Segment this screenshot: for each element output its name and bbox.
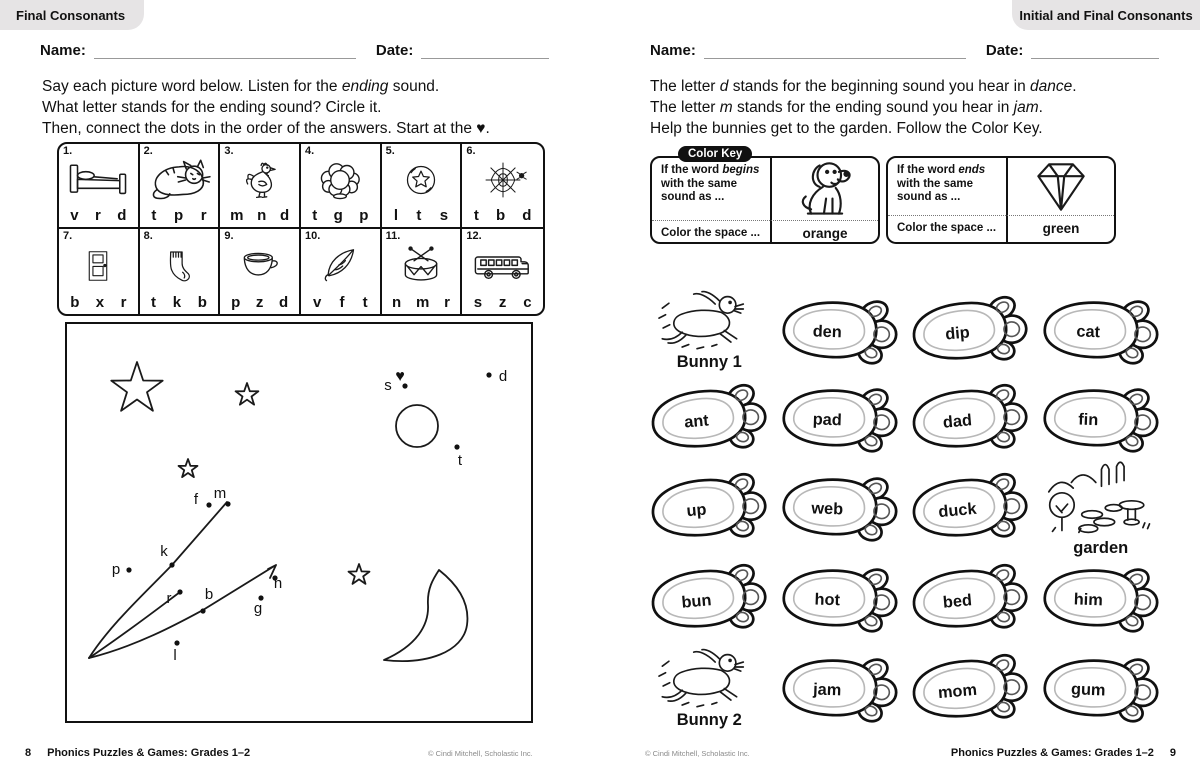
paw-print-icon — [1039, 648, 1162, 730]
instruction-line — [42, 118, 490, 139]
bunny-cell — [644, 643, 775, 735]
dot-label: b — [204, 586, 214, 603]
paw-print-fin — [1036, 376, 1167, 461]
image-label: Bunny 1 — [676, 353, 742, 371]
paw-print-hot — [775, 555, 906, 643]
answer-letter: n — [257, 207, 267, 224]
paw-print-icon — [646, 464, 772, 552]
answer-letters — [140, 207, 219, 227]
cell-number: 3. — [224, 145, 234, 157]
dot-label: r — [166, 590, 172, 607]
italic-word: m — [719, 99, 733, 116]
answer-letter: z — [255, 294, 264, 311]
answer-letter: b — [70, 294, 80, 311]
color-key-box-ends — [886, 156, 1116, 244]
answer-letter: r — [94, 207, 101, 224]
star-decoration — [111, 362, 369, 584]
paw-print-ant — [644, 376, 775, 461]
svg-text:hot: hot — [814, 590, 841, 610]
paw-print-icon — [1039, 290, 1162, 372]
connect-the-dots-drawing — [67, 324, 527, 717]
answer-letter: l — [393, 207, 399, 224]
answer-letter: b — [495, 207, 506, 224]
answer-letter: r — [200, 207, 207, 224]
dot — [169, 562, 174, 567]
paw-print-icon — [907, 287, 1033, 375]
tab-label: Initial and Final Consonants — [1019, 7, 1193, 23]
answer-letters — [59, 294, 138, 314]
bunny-icon — [651, 290, 767, 352]
paw-print-icon — [646, 374, 772, 462]
cell-number: 5. — [385, 145, 395, 157]
book-title: Phonics Puzzles & Games: Grades 1–2 — [47, 747, 251, 759]
italic-word: begins — [722, 164, 760, 176]
answer-letter: s — [439, 207, 449, 224]
svg-text:den: den — [812, 322, 842, 342]
svg-text:bed: bed — [942, 591, 973, 612]
color-key-title: Color Key — [678, 146, 752, 162]
answer-letter: n — [392, 294, 402, 311]
right-worksheet-page — [600, 0, 1200, 779]
color-key-box-begins — [650, 156, 880, 244]
name-label: Name: — [650, 42, 696, 59]
paw-print-icon — [778, 377, 901, 459]
italic-word: jam — [1013, 99, 1039, 116]
answer-letter: s — [473, 294, 483, 311]
answer-letter: g — [333, 207, 343, 224]
italic-word: d — [719, 78, 729, 95]
picture-cell — [382, 144, 463, 229]
date-label: Date: — [985, 42, 1024, 59]
color-key-condition — [888, 158, 1006, 215]
circle-decoration — [396, 405, 438, 447]
dot-label: k — [160, 543, 168, 560]
answer-letter: d — [117, 207, 127, 224]
paw-print-dad — [905, 376, 1036, 461]
answer-letter: r — [444, 294, 450, 311]
answer-letter: x — [95, 294, 105, 311]
cell-number: 12. — [466, 230, 482, 242]
answer-letter: m — [415, 294, 430, 311]
answer-letter: t — [416, 207, 422, 224]
page-number: 9 — [1169, 747, 1176, 759]
answer-letter: v — [70, 207, 79, 224]
instruction-line — [42, 97, 490, 118]
cell-number: 10. — [304, 230, 321, 242]
text-segment: . — [1072, 78, 1077, 95]
dot — [206, 502, 211, 507]
page-topic-tab — [1012, 0, 1200, 30]
color-key-condition — [652, 158, 770, 220]
picture-cell — [220, 229, 301, 314]
cell-number: 11. — [385, 230, 401, 242]
answer-letter: k — [172, 294, 182, 311]
svg-text:mom: mom — [937, 680, 978, 703]
garden-cell — [1036, 461, 1167, 555]
answer-letters — [220, 207, 299, 227]
comet-lines — [89, 502, 276, 658]
paw-print-icon — [778, 648, 901, 730]
answer-letter: t — [312, 207, 318, 224]
answer-letters — [59, 207, 138, 227]
cell-number: 4. — [304, 145, 315, 157]
name-blank-line — [704, 45, 966, 59]
color-key-action: Color the space ... — [888, 215, 1006, 242]
text-segment: If the word — [661, 164, 723, 176]
diamond-icon — [1006, 158, 1114, 215]
cell-number: 1. — [63, 145, 73, 157]
paw-print-duck — [905, 461, 1036, 555]
svg-text:web: web — [810, 499, 844, 519]
paw-print-jam — [775, 643, 906, 735]
answer-letters — [462, 207, 543, 227]
cell-number: 2. — [143, 145, 153, 157]
paw-print-bed — [905, 555, 1036, 643]
text-segment: The letter — [650, 99, 720, 116]
picture-cell — [140, 144, 221, 229]
text-segment: What letter stands for the ending sound? Circle it. — [42, 99, 382, 116]
date-blank-line — [1031, 45, 1159, 59]
picture-cell — [220, 144, 301, 229]
name-label: Name: — [40, 42, 86, 59]
picture-cell — [140, 229, 221, 314]
answer-letters — [220, 294, 299, 314]
svg-text:jam: jam — [812, 680, 842, 700]
svg-text:ant: ant — [683, 410, 710, 431]
answer-letter: p — [173, 207, 184, 224]
italic-word: ends — [958, 164, 986, 176]
dot — [486, 372, 491, 377]
name-blank-line — [94, 45, 356, 59]
connect-the-dots-box — [65, 322, 533, 723]
copyright-text: © Cindi Mitchell, Scholastic Inc. — [645, 749, 750, 758]
text-segment: The letter — [650, 78, 720, 95]
color-key-color-word: green — [1006, 215, 1114, 242]
paw-print-icon — [646, 555, 772, 643]
answer-letters — [382, 294, 461, 314]
picture-cell — [59, 229, 140, 314]
book-title: Phonics Puzzles & Games: Grades 1–2 — [950, 747, 1154, 759]
image-label: garden — [1073, 539, 1129, 557]
garden-icon — [1045, 458, 1157, 538]
svg-text:fin: fin — [1077, 410, 1099, 429]
paw-print-icon — [907, 374, 1033, 462]
page-footer — [935, 747, 1176, 759]
tab-label: Final Consonants — [16, 7, 126, 23]
paw-print-web — [775, 461, 906, 555]
answer-letters — [140, 294, 219, 314]
answer-letter: t — [151, 207, 157, 224]
copyright-text: © Cindi Mitchell, Scholastic Inc. — [428, 749, 533, 758]
answer-letter: r — [120, 294, 127, 311]
paw-print-icon — [1039, 558, 1162, 640]
dot — [177, 589, 182, 594]
dot — [454, 444, 459, 449]
instruction-line — [650, 118, 1077, 139]
answer-letter: z — [498, 294, 507, 311]
paw-print-maze — [644, 286, 1166, 735]
dot — [126, 567, 131, 572]
italic-word: ending — [341, 78, 389, 95]
paw-print-mom — [905, 643, 1036, 735]
dot-label: l — [173, 647, 177, 664]
answer-letters — [382, 207, 461, 227]
instructions — [650, 76, 1077, 139]
italic-word: dance — [1030, 78, 1073, 95]
answer-letters — [301, 207, 380, 227]
dot-label: n — [273, 575, 283, 592]
color-key-color-word: orange — [770, 220, 878, 244]
answer-letter: d — [279, 207, 290, 224]
dot-label: s — [384, 377, 392, 394]
paw-print-cat — [1036, 286, 1167, 376]
bunny-cell — [644, 286, 775, 376]
text-segment: stands for the ending sound you hear in — [732, 99, 1014, 116]
picture-cell — [382, 229, 463, 314]
dot-label: m — [213, 485, 227, 502]
color-key-action: Color the space ... — [652, 220, 770, 244]
svg-text:duck: duck — [937, 499, 978, 522]
paw-print-icon — [1039, 377, 1162, 459]
text-segment: stands for the beginning sound you hear in — [728, 78, 1031, 95]
page-footer — [25, 747, 266, 759]
paw-print-icon — [778, 558, 901, 640]
instruction-line — [650, 97, 1077, 118]
moon-decoration — [384, 570, 467, 661]
cell-number: 6. — [466, 145, 476, 157]
text-segment: Help the bunnies get to the garden. Follow the Color Key. — [650, 120, 1043, 137]
dot-label: t — [457, 452, 463, 469]
cell-number: 8. — [143, 230, 153, 242]
text-segment: If the word — [897, 164, 959, 176]
picture-cell — [59, 144, 140, 229]
dot-label: g — [253, 600, 263, 617]
answer-letter: b — [197, 294, 207, 311]
dot-label: d — [498, 368, 508, 385]
answer-letter: c — [523, 294, 532, 311]
image-label: Bunny 2 — [676, 711, 742, 729]
svg-text:gum: gum — [1070, 680, 1106, 700]
paw-print-up — [644, 461, 775, 555]
answer-letter: d — [278, 294, 289, 311]
dot — [174, 640, 179, 645]
answer-letters — [462, 294, 543, 314]
svg-text:bun: bun — [681, 591, 713, 612]
bunny-icon — [651, 648, 767, 710]
svg-text:pad: pad — [812, 409, 842, 429]
text-segment: with the same sound as ... — [897, 177, 974, 203]
name-date-row — [40, 42, 552, 59]
answer-letter: v — [313, 294, 322, 311]
paw-print-icon — [778, 290, 901, 372]
svg-text:cat: cat — [1075, 322, 1101, 342]
dot-label: p — [111, 561, 121, 578]
answer-letter: p — [231, 294, 241, 311]
paw-print-icon — [907, 555, 1033, 643]
paw-print-bun — [644, 555, 775, 643]
text-segment: . — [1038, 99, 1043, 116]
picture-cell — [301, 144, 382, 229]
paw-print-pad — [775, 376, 906, 461]
date-blank-line — [421, 45, 549, 59]
answer-letter: t — [151, 294, 157, 311]
picture-cell — [462, 229, 543, 314]
instructions — [42, 76, 490, 139]
instruction-line — [650, 76, 1077, 97]
svg-text:dad: dad — [942, 410, 973, 432]
svg-text:dip: dip — [944, 323, 971, 344]
picture-answer-grid — [57, 142, 545, 316]
answer-letter: t — [473, 207, 479, 224]
paw-print-icon — [907, 645, 1033, 733]
name-date-row — [650, 42, 1160, 59]
dot-label: f — [193, 491, 199, 508]
text-segment: Say each picture word below. Listen for the — [42, 78, 342, 95]
picture-cell — [301, 229, 382, 314]
answer-letter: d — [522, 207, 532, 224]
paw-print-him — [1036, 555, 1167, 643]
date-label: Date: — [375, 42, 414, 59]
paw-print-gum — [1036, 643, 1167, 735]
text-segment: Then, connect the dots in the order of the answers. Start at the ♥. — [42, 120, 490, 137]
dog-icon — [770, 158, 878, 220]
paw-print-icon — [907, 464, 1033, 552]
text-segment: sound. — [388, 78, 440, 95]
cell-number: 9. — [224, 230, 234, 242]
cell-number: 7. — [63, 230, 73, 242]
text-segment: with the same sound as ... — [661, 177, 738, 203]
page-number: 8 — [25, 747, 32, 759]
heart-start-marker: ♥ — [395, 368, 405, 385]
paw-print-den — [775, 286, 906, 376]
answer-letter: m — [230, 207, 244, 224]
picture-cell — [462, 144, 543, 229]
answer-letters — [301, 294, 380, 314]
answer-letter: f — [339, 294, 345, 311]
answer-letter: p — [359, 207, 369, 224]
paw-print-dip — [905, 286, 1036, 376]
paw-print-icon — [778, 467, 901, 549]
svg-text:him: him — [1073, 590, 1103, 610]
page-topic-tab — [0, 0, 144, 30]
instruction-line — [42, 76, 490, 97]
dot — [225, 501, 230, 506]
svg-text:up: up — [686, 500, 708, 521]
dot — [200, 608, 205, 613]
answer-letter: t — [362, 294, 368, 311]
